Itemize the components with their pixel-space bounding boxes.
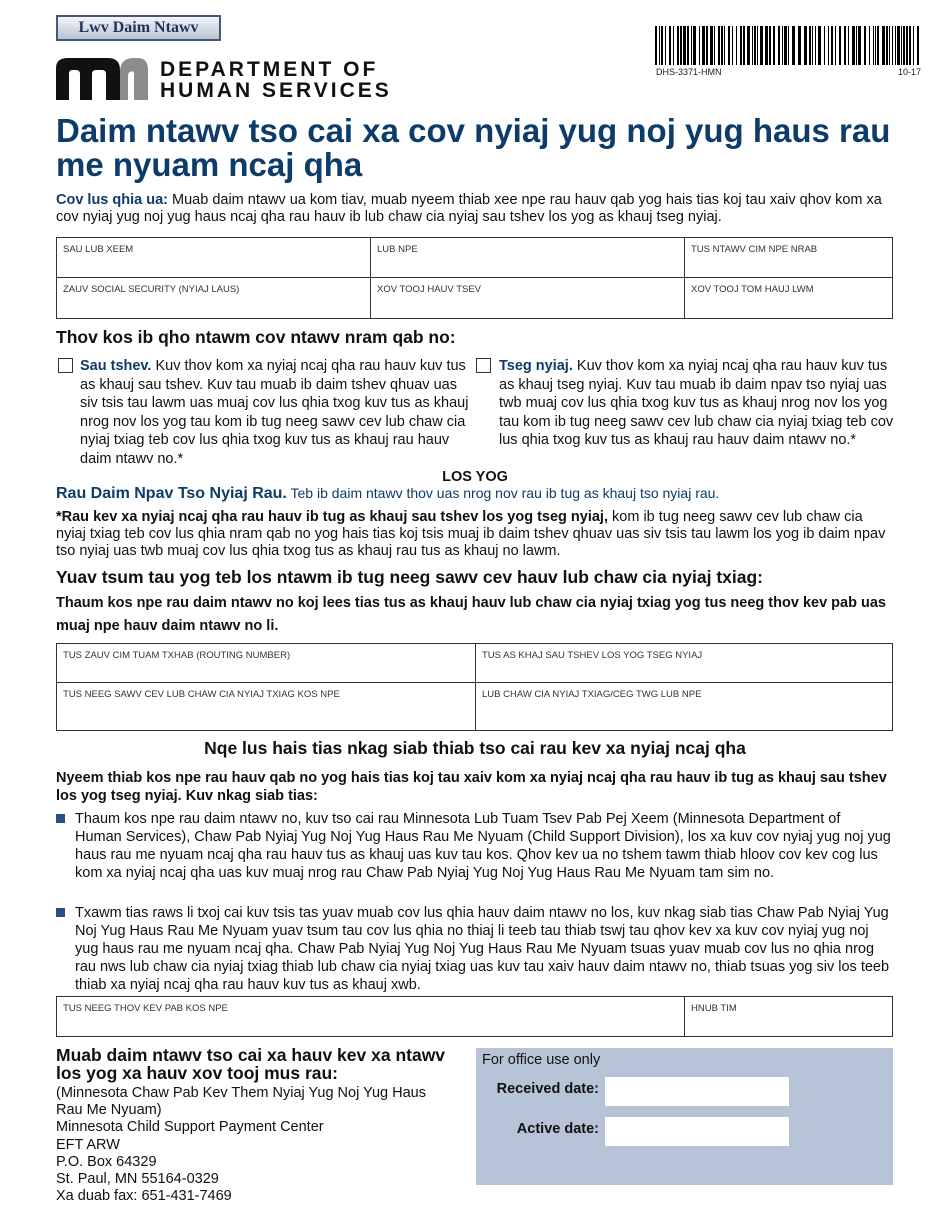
department-line-2: HUMAN SERVICES xyxy=(160,79,392,102)
bank-verification-subheading: Thaum kos npe rau daim ntawv no koj lees tias tus as khauj hauv lub chaw cia nyiaj txiag yog tus neeg thov kev pab uas muaj npe hauv daim ntawv no li. xyxy=(56,595,886,634)
deposit-card-title: Rau Daim Npav Tso Nyiaj Rau. xyxy=(56,485,287,502)
barcode-bar xyxy=(721,26,723,65)
home-phone-label: XOV TOOJ HAUV TSEV xyxy=(377,284,482,295)
barcode-bar xyxy=(754,26,756,65)
barcode-bar xyxy=(699,26,700,65)
barcode-bar xyxy=(917,26,919,65)
barcode-bar xyxy=(769,26,771,65)
middle-initial-field[interactable] xyxy=(685,238,892,278)
address-line: P.O. Box 64329 xyxy=(56,1153,157,1170)
checking-option xyxy=(499,357,896,450)
barcode-bar xyxy=(889,26,890,65)
barcode-bar xyxy=(906,26,908,65)
agreement-intro: Nyeem thiab kos npe rau hauv qab no yog hais tias koj tau xaiv kom xa nyiaj ncaj qha rau hauv ib tug as khauj sau tshev los yog tseg nyiaj. Kuv nkag siab tias: xyxy=(56,770,887,804)
barcode-bar xyxy=(852,26,855,65)
barcode-bar xyxy=(677,26,679,65)
barcode-bar xyxy=(831,26,833,65)
ssn-field[interactable] xyxy=(57,278,371,318)
barcode-bar xyxy=(778,26,780,65)
barcode-bar xyxy=(844,26,846,65)
applicant-signature-field[interactable] xyxy=(57,997,685,1036)
barcode-bar xyxy=(815,26,816,65)
checking-option-title: Tseg nyiaj. xyxy=(499,358,573,374)
barcode-bar xyxy=(798,26,801,65)
barcode-bar xyxy=(706,26,708,65)
address-line: Rau Me Nyuam) xyxy=(56,1102,162,1119)
barcode-bar xyxy=(714,26,715,65)
last-name-field[interactable] xyxy=(57,238,371,278)
first-name-label: LUB NPE xyxy=(377,244,418,255)
address-line: EFT ARW xyxy=(56,1136,120,1153)
signature-date-field[interactable] xyxy=(685,997,892,1036)
barcode-bar xyxy=(669,26,671,65)
barcode-bar xyxy=(673,26,674,65)
savings-checkbox[interactable] xyxy=(58,358,73,373)
address-line: (Minnesota Chaw Pab Kev Them Nyiaj Yug Noj Yug Haus xyxy=(56,1085,426,1101)
barcode-bar xyxy=(792,26,795,65)
or-separator: LOS YOG xyxy=(442,469,508,485)
deposit-card-subtitle: Teb ib daim ntawv thov uas nrog nov rau ib tug as khauj tso nyiaj rau. xyxy=(290,485,720,501)
barcode-bar xyxy=(665,26,666,65)
bank-name-field[interactable] xyxy=(476,683,892,730)
office-use-title: For office use only xyxy=(482,1052,601,1068)
barcode-bar xyxy=(828,26,829,65)
barcode-bar xyxy=(864,26,866,65)
barcode-bar xyxy=(736,26,737,65)
barcode-bar xyxy=(903,26,905,65)
barcode-bar xyxy=(683,26,686,65)
barcode-bar xyxy=(782,26,783,65)
barcode-bar xyxy=(875,26,876,65)
barcode-bar xyxy=(886,26,888,65)
barcode-bar xyxy=(809,26,811,65)
bank-verification-heading: Yuav tsum tau yog teb los ntawm ib tug neeg sawv cev hauv lub chaw cia nyiaj txiag: xyxy=(56,567,763,587)
instructions xyxy=(56,192,898,226)
bank-rep-signature-field[interactable] xyxy=(57,683,476,730)
work-phone-label: XOV TOOJ TOM HAUJ LWM xyxy=(691,284,814,295)
home-phone-field[interactable] xyxy=(371,278,685,318)
barcode-bar xyxy=(680,26,682,65)
barcode-bar xyxy=(869,26,870,65)
barcode-bar xyxy=(804,26,807,65)
personal-info-fields xyxy=(56,237,893,319)
barcode-bar xyxy=(882,26,885,65)
barcode-bar xyxy=(710,26,713,65)
deposit-card-line xyxy=(56,485,719,503)
first-name-field[interactable] xyxy=(371,238,685,278)
barcode-bar xyxy=(913,26,914,65)
barcode-bar xyxy=(909,26,911,65)
barcode-bar xyxy=(788,26,789,65)
account-selection-heading: Thov kos ib qho ntawm cov ntawv nram qab no: xyxy=(56,327,456,347)
barcode-bar xyxy=(655,26,657,65)
department-line-1: DEPARTMENT OF xyxy=(160,58,379,81)
instructions-text: Muab daim ntawv ua kom tiav, muab nyeem thiab xee npe rau hauv qab yog hais tias koj tau xaiv qhov kom xa cov nyiaj yug noj yug haus ncaj qha rau hauv ib lub chaw cia nyiaj sau tshev los yog as khauj tseg nyiaj. xyxy=(56,192,882,225)
savings-option xyxy=(80,357,478,469)
barcode-bar xyxy=(760,26,763,65)
active-date-input[interactable] xyxy=(605,1117,789,1146)
bank-info-fields xyxy=(56,643,893,731)
barcode-bar xyxy=(873,26,874,65)
barcode-bar xyxy=(693,26,696,65)
barcode-bar xyxy=(877,26,879,65)
address-line: St. Paul, MN 55164-0329 xyxy=(56,1171,219,1188)
mail-heading: Muab daim ntawv tso cai xa hauv kev xa ntawv los yog xa hauv xov tooj mus rau: xyxy=(56,1045,446,1083)
barcode-bar xyxy=(743,26,745,65)
barcode-bar xyxy=(747,26,750,65)
barcode-bar xyxy=(784,26,787,65)
barcode-bar xyxy=(740,26,742,65)
instructions-label: Cov lus qhia ua: xyxy=(56,192,168,208)
barcode-bar xyxy=(702,26,705,65)
department-name xyxy=(160,59,392,101)
checking-checkbox[interactable] xyxy=(476,358,491,373)
ssn-label: ZAUV SOCIAL SECURITY (NYIAJ LAUS) xyxy=(63,284,240,295)
bullet-square-icon xyxy=(56,908,65,917)
work-phone-field[interactable] xyxy=(685,278,892,318)
barcode-bar xyxy=(757,26,758,65)
bank-name-label: LUB CHAW CIA NYIAJ TXIAG/CEG TWG LUB NPE xyxy=(482,689,702,700)
signature-fields xyxy=(56,996,893,1037)
routing-number-field[interactable] xyxy=(57,644,476,683)
address-line: Minnesota Child Support Payment Center xyxy=(56,1119,324,1136)
barcode-bar xyxy=(897,26,900,65)
barcode-bar xyxy=(818,26,821,65)
barcode-bar xyxy=(691,26,692,65)
barcode-bar xyxy=(839,26,841,65)
barcode-bar xyxy=(732,26,733,65)
fax-line: Xa duab fax: 651-431-7469 xyxy=(56,1188,232,1205)
checking-option-text: Kuv thov kom xa nyiaj ncaj qha rau hauv kuv tus as khauj tseg nyiaj. Kuv tau muab ib daim npav tso nyiaj uas twb muaj cov lus qhia txog kuv tus as khauj nrog nov los yog tau kom ib tug neeg sawv cev lub chaw cia nyiaj txiag teb cov lus qhia txog kuv tus as khauj rau hauv daim ntawv no.* xyxy=(499,358,894,449)
savings-option-text: Kuv thov kom xa nyiaj ncaj qha rau hauv kuv tus as khauj sau tshev. Kuv tau muab ib daim tshev qhuav uas siv tsis tau lawm uas muaj cov lus qhia txog kuv tus as khauj nrog nov los yog tau kom ib tug neeg sawv cev lub chaw cia nyiaj txiag teb cov lus qhia txog kuv tus as khauj rau hauv daim ntawv no.* xyxy=(80,358,469,467)
barcode-bar xyxy=(895,26,896,65)
form-number: DHS-3371-HMN xyxy=(656,67,722,77)
page-title: Daim ntawv tso cai xa cov nyiaj yug noj yug haus rau me nyuam ncaj qha xyxy=(56,112,891,183)
agreement-heading: Nqe lus hais tias nkag siab thiab tso cai rau kev xa nyiaj ncaj qha xyxy=(204,738,746,758)
save-form-button[interactable]: Lwv Daim Ntawv xyxy=(56,15,221,41)
applicant-signature-label: TUS NEEG THOV KEV PAB KOS NPE xyxy=(63,1003,228,1014)
barcode-bar xyxy=(901,26,902,65)
bullet-square-icon xyxy=(56,814,65,823)
agreement-bullet-2: Txawm tias raws li txoj cai kuv tsis tas yuav muab cov lus qhia hauv daim ntawv no los, kuv nkag siab tias Chaw Pab Nyiaj Yug Noj Yug Haus Rau Me Nyuam yuav tsum tau cov lus qhia no thiaj li teeb tau thiab tswj tau qhov kev xa kuv cov nyiaj yug noj yug haus rau me nyuam ncaj qha. Chaw Pab Nyiaj Yug Noj Yug Haus Rau Me Nyuam tsuas yuav muab cov lus no qhia nrog rau nws lub chaw cia nyiaj txiag thiab lub chaw cia nyiaj txiag uas kuv tau xaiv hauv daim ntawv no, thiab tsuas yog siv los teeb thiab xa nyiaj ncaj qha rau hauv kuv tus as khauj xwb. xyxy=(75,905,890,993)
barcode-bar xyxy=(728,26,730,65)
bank-rep-signature-label: TUS NEEG SAWV CEV LUB CHAW CIA NYIAJ TXIAG KOS NPE xyxy=(63,689,340,700)
barcode-bar xyxy=(812,26,813,65)
barcode-bar xyxy=(765,26,768,65)
routing-number-label: TUS ZAUV CIM TUAM TXHAB (ROUTING NUMBER) xyxy=(63,650,291,661)
barcode-bar xyxy=(848,26,849,65)
last-name-label: SAU LUB XEEM xyxy=(63,244,134,255)
received-date-label: Received date: xyxy=(496,1081,599,1097)
barcode-bar xyxy=(752,26,753,65)
barcode-bar xyxy=(724,26,725,65)
form-date: 10-17 xyxy=(898,67,922,77)
barcode-bar xyxy=(856,26,857,65)
signature-date-label: HNUB TIM xyxy=(691,1003,737,1014)
mn-logo xyxy=(56,58,148,100)
barcode-bar xyxy=(687,26,689,65)
barcode-bar xyxy=(659,26,660,65)
mail-address xyxy=(56,1085,426,1205)
direct-deposit-note xyxy=(56,509,894,560)
active-date-label: Active date: xyxy=(516,1121,599,1137)
barcode-bar xyxy=(718,26,720,65)
agreement-bullet-1: Thaum kos npe rau daim ntawv no, kuv tso cai rau Minnesota Lub Tuam Tsev Pab Pej Xeem (Minnesota Department of Human Services), Chaw Pab Nyiaj Yug Noj Yug Haus Rau Me Nyuam (Child Support Division), los xa kuv cov nyiaj yug noj yug haus rau me nyuam ncaj qha rau hauv tus as khauj uas kuv tau kos. Qhov kev ua no tshem tawm thiab hloov cov kev cog lus kom xa nyiaj ncaj qha uas kuv muaj nrog rau Chaw Pab Nyiaj Yug Noj Yug Haus Rau Me Nyuam tam sim no. xyxy=(75,811,891,881)
account-number-label: TUS AS KHAJ SAU TSHEV LOS YOG TSEG NYIAJ xyxy=(482,650,703,661)
note-text: kom ib tug neeg sawv cev lub chaw cia nyiaj txiag teb cov lus qhia nram qab no yog hais tias koj tsis muaj ib daim tshev qhuav uas siv tsis tau lawm los yog ib daim npav tso nyiaj uas twb muaj cov lus qhia txog tus as khauj rau tus as khauj no lawm. xyxy=(56,509,886,559)
note-bold: *Rau kev xa nyiaj ncaj qha rau hauv ib tug as khauj sau tshev los yog tseg nyiaj, xyxy=(56,509,608,525)
barcode-bar xyxy=(773,26,775,65)
account-number-field[interactable] xyxy=(476,644,892,683)
barcode-bar xyxy=(892,26,893,65)
received-date-input[interactable] xyxy=(605,1077,789,1106)
middle-initial-label: TUS NTAWV CIM NPE NRAB xyxy=(691,244,818,255)
savings-option-title: Sau tshev. xyxy=(80,358,152,374)
barcode xyxy=(655,26,923,65)
barcode-bar xyxy=(858,26,861,65)
barcode-bar xyxy=(835,26,836,65)
barcode-bar xyxy=(824,26,825,65)
barcode-bar xyxy=(661,26,663,65)
